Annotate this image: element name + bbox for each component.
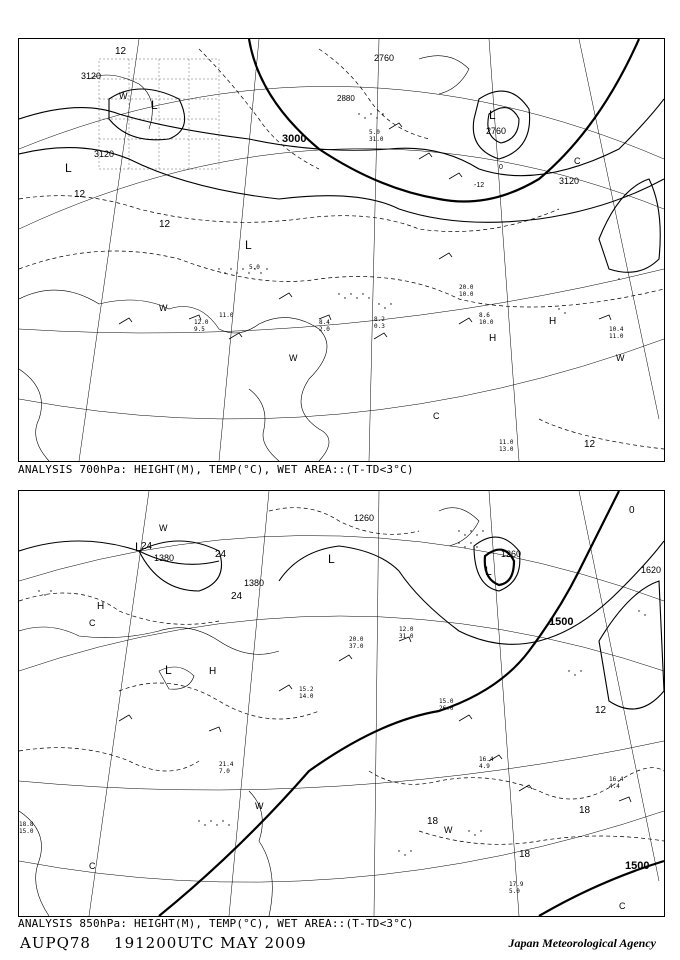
high-center: H xyxy=(549,316,557,327)
svg-text:31.0: 31.0 xyxy=(399,633,414,640)
isotherm-label: 12 xyxy=(584,439,596,450)
svg-text:26.0: 26.0 xyxy=(439,705,454,712)
station-values xyxy=(19,626,624,895)
cold-center: C xyxy=(433,411,440,421)
isotherm-label: 18 xyxy=(427,816,439,827)
svg-text:37.0: 37.0 xyxy=(349,643,364,650)
svg-text:10.4: 10.4 xyxy=(609,326,624,333)
svg-text:8.2: 8.2 xyxy=(374,316,385,323)
svg-text:18.8: 18.8 xyxy=(19,821,34,828)
contour-label: 1380 xyxy=(154,553,175,563)
high-center: H xyxy=(489,333,497,344)
contour-label: 3120 xyxy=(94,149,115,159)
svg-text:15.2: 15.2 xyxy=(299,686,314,693)
svg-text:11.0: 11.0 xyxy=(219,312,234,319)
contour-label: 1620 xyxy=(641,565,662,575)
cold-center: C xyxy=(89,618,96,628)
panel-caption-850hpa: ANALYSIS 850hPa: HEIGHT(M), TEMP(°C), WET AREA::(T-TD<3°C) xyxy=(18,917,414,930)
warm-center: W xyxy=(119,91,128,101)
svg-text:13.0: 13.0 xyxy=(499,446,514,453)
warm-center: W xyxy=(616,353,625,363)
isotherm-label: 24 xyxy=(215,549,227,560)
map-panel-700hpa xyxy=(18,38,665,462)
svg-text:31.0: 31.0 xyxy=(369,136,384,143)
svg-text:5.0: 5.0 xyxy=(369,129,380,136)
high-center: H xyxy=(97,601,105,612)
contour-label: 1260 xyxy=(501,549,522,559)
map-850hpa xyxy=(19,491,664,916)
svg-text:15.0: 15.0 xyxy=(439,698,454,705)
wind-barbs xyxy=(119,637,631,802)
svg-text:9.5: 9.5 xyxy=(194,326,205,333)
isotherms xyxy=(19,49,664,449)
high-center: H xyxy=(209,666,217,677)
svg-text:20.0: 20.0 xyxy=(349,636,364,643)
contour-label: 2760 xyxy=(486,126,507,136)
svg-text:10.0: 10.0 xyxy=(459,291,474,298)
svg-text:17.9: 17.9 xyxy=(509,881,524,888)
warm-center: W xyxy=(159,523,168,533)
svg-text:20.0: 20.0 xyxy=(459,284,474,291)
contour-label: 2880 xyxy=(337,94,355,103)
agency-name: Japan Meteorological Agency xyxy=(508,936,656,950)
valid-time: 191200UTC MAY 2009 xyxy=(114,934,307,952)
isotherm-label: 0 xyxy=(499,164,503,171)
panel-caption-700hpa: ANALYSIS 700hPa: HEIGHT(M), TEMP(°C), WET AREA::(T-TD<3°C) xyxy=(18,463,414,476)
map-700hpa xyxy=(19,39,664,461)
contour-label: 1260 xyxy=(354,513,375,523)
contour-label: 3120 xyxy=(559,176,580,186)
isotherm-label: 18 xyxy=(519,849,531,860)
coastline xyxy=(19,508,479,916)
latitude-grid xyxy=(19,536,664,883)
cold-center: C xyxy=(89,861,96,871)
isotherm-label: 24 xyxy=(231,591,243,602)
low-center: L xyxy=(135,540,142,554)
svg-text:12.0: 12.0 xyxy=(399,626,414,633)
isotherm-label: 0 xyxy=(629,505,635,516)
isotherm-label: 18 xyxy=(579,805,591,816)
contour-label: 1500 xyxy=(549,616,574,628)
svg-text:12.0: 12.0 xyxy=(194,319,209,326)
coastline xyxy=(19,56,469,461)
isotherm-label: 12 xyxy=(74,189,86,200)
map-panel-850hpa xyxy=(18,490,665,917)
chart-id: AUPQ78 xyxy=(20,934,91,952)
svg-text:8.6: 8.6 xyxy=(479,312,490,319)
low-center: L xyxy=(245,238,252,252)
contour-1500-bold xyxy=(159,491,619,916)
isotherm-label: 24 xyxy=(141,541,153,552)
contour-label: 2760 xyxy=(374,53,395,63)
svg-text:11.0: 11.0 xyxy=(609,333,624,340)
latitude-grid xyxy=(19,86,664,419)
contour-label: 3120 xyxy=(81,71,102,81)
svg-text:2.0: 2.0 xyxy=(319,326,330,333)
svg-text:10.0: 10.0 xyxy=(479,319,494,326)
svg-text:4.9: 4.9 xyxy=(479,763,490,770)
low-center: L xyxy=(151,98,158,112)
chart-footer-id xyxy=(20,934,307,952)
cold-center: C xyxy=(574,156,581,166)
svg-text:5.0: 5.0 xyxy=(509,888,520,895)
svg-text:15.0: 15.0 xyxy=(19,828,34,835)
svg-text:14.0: 14.0 xyxy=(299,693,314,700)
isotherm-label: 12 xyxy=(595,705,607,716)
contour-label: 1380 xyxy=(244,578,265,588)
isotherm-label: -12 xyxy=(474,182,485,189)
isotherm-label: 12 xyxy=(115,46,127,57)
warm-center: W xyxy=(289,353,298,363)
contour-label: 3000 xyxy=(282,133,307,145)
svg-text:16.4: 16.4 xyxy=(609,776,624,783)
cold-center: C xyxy=(619,901,626,911)
contour-label: 1500 xyxy=(625,860,650,872)
low-center: L xyxy=(165,663,172,677)
contour-3000-bold xyxy=(249,39,639,202)
low-center: L xyxy=(328,552,335,566)
low-center: L xyxy=(485,564,492,578)
svg-text:11.0: 11.0 xyxy=(499,439,514,446)
svg-text:7.0: 7.0 xyxy=(219,768,230,775)
wet-area-hatch xyxy=(99,59,219,169)
low-center: L xyxy=(489,108,496,122)
warm-center: W xyxy=(255,801,264,811)
wet-area-dots xyxy=(218,113,619,313)
warm-center: W xyxy=(444,825,453,835)
wet-area-dots xyxy=(38,530,645,855)
svg-text:0.3: 0.3 xyxy=(374,323,385,330)
svg-text:16.4: 16.4 xyxy=(479,756,494,763)
svg-text:8.4: 8.4 xyxy=(319,319,330,326)
isotherm-label: 12 xyxy=(159,219,171,230)
svg-text:4.4: 4.4 xyxy=(609,783,620,790)
warm-center: W xyxy=(159,303,168,313)
isotherms xyxy=(19,508,664,845)
svg-text:21.4: 21.4 xyxy=(219,761,234,768)
low-center: L xyxy=(65,161,72,175)
svg-text:5.0: 5.0 xyxy=(249,264,260,271)
longitude-grid xyxy=(79,39,659,461)
